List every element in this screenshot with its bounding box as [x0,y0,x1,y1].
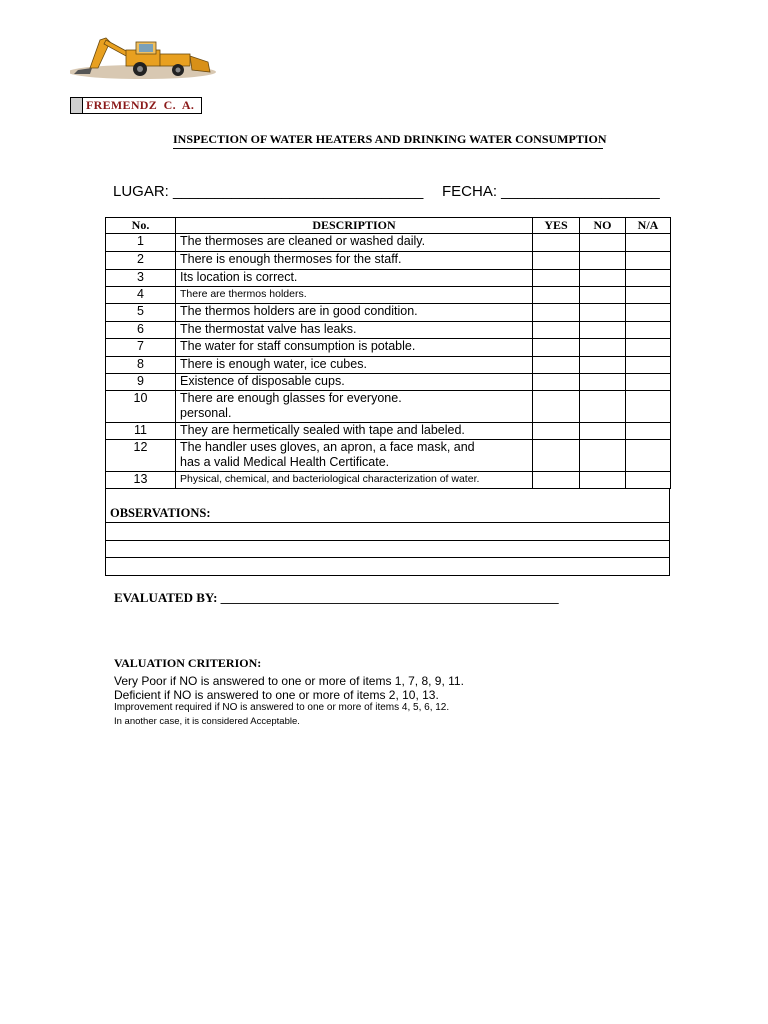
criteria-very-poor: Very Poor if NO is answered to one or more of items 1, 7, 8, 9, 11. [114,674,464,688]
header-description: DESCRIPTION [176,218,533,234]
criteria-acceptable: In another case, it is considered Acceptable. [114,716,300,727]
item-number: 1 [106,234,176,252]
na-cell[interactable] [626,357,671,374]
observation-line[interactable] [106,522,669,523]
item-number: 8 [106,357,176,374]
criteria-title: VALUATION CRITERION: [114,656,262,670]
no-cell[interactable] [580,472,626,489]
yes-cell[interactable] [533,374,580,391]
lugar-field[interactable]: LUGAR: ______________________________ [113,183,424,200]
no-cell[interactable] [580,357,626,374]
inspection-checklist-table [105,217,671,489]
item-number: 9 [106,374,176,391]
item-number: 7 [106,339,176,357]
na-cell[interactable] [626,270,671,287]
no-cell[interactable] [580,339,626,357]
table-row [106,252,671,270]
na-cell[interactable] [626,440,671,472]
observations-label: OBSERVATIONS: [110,506,211,520]
na-cell[interactable] [626,322,671,339]
na-cell[interactable] [626,252,671,270]
na-cell[interactable] [626,472,671,489]
item-number: 6 [106,322,176,339]
company-box-marker [71,98,83,113]
table-header-row [106,218,671,234]
item-number: 5 [106,304,176,322]
table-row [106,374,671,391]
yes-cell[interactable] [533,270,580,287]
table-row [106,391,671,423]
item-description: The water for staff consumption is potable. [176,339,533,357]
backhoe-icon [70,34,220,80]
no-cell[interactable] [580,423,626,440]
header-no: No. [106,218,176,234]
fecha-field[interactable]: FECHA: ___________________ [442,183,660,200]
observation-line[interactable] [106,540,669,541]
table-row [106,357,671,374]
table-row [106,440,671,472]
item-description [176,440,533,472]
item-description: They are hermetically sealed with tape and labeled. [176,423,533,440]
table-row [106,339,671,357]
na-cell[interactable] [626,374,671,391]
item-description-line2: has a valid Medical Health Certificate. [180,455,390,469]
evaluated-by-field[interactable]: EVALUATED BY: ____________________________________________________ [114,590,559,605]
table-row [106,287,671,304]
item-description-line1: There are enough glasses for everyone. [180,391,402,405]
item-number: 3 [106,270,176,287]
yes-cell[interactable] [533,322,580,339]
item-description-line2: personal. [180,406,232,420]
header-na: N/A [626,218,671,234]
na-cell[interactable] [626,287,671,304]
document-title: INSPECTION OF WATER HEATERS AND DRINKING WATER CONSUMPTION [173,132,603,149]
yes-cell[interactable] [533,234,580,252]
criteria-improvement: Improvement required if NO is answered to one or more of items 4, 5, 6, 12. [114,702,450,713]
header-no-answer: NO [580,218,626,234]
no-cell[interactable] [580,252,626,270]
table-row [106,423,671,440]
yes-cell[interactable] [533,357,580,374]
item-number: 2 [106,252,176,270]
yes-cell[interactable] [533,423,580,440]
no-cell[interactable] [580,304,626,322]
item-description: Its location is correct. [176,270,533,287]
yes-cell[interactable] [533,391,580,423]
table-row [106,322,671,339]
no-cell[interactable] [580,391,626,423]
header-yes: YES [533,218,580,234]
observation-line[interactable] [106,557,669,558]
table-row [106,472,671,489]
na-cell[interactable] [626,339,671,357]
item-description [176,391,533,423]
no-cell[interactable] [580,287,626,304]
table-row [106,304,671,322]
yes-cell[interactable] [533,339,580,357]
item-description-line1: The handler uses gloves, an apron, a face mask, and [180,440,475,454]
item-number: 13 [106,472,176,489]
item-description: There are thermos holders. [176,287,533,304]
company-name: FREMENDZ C. A. [86,98,195,112]
item-number: 10 [106,391,176,423]
no-cell[interactable] [580,234,626,252]
yes-cell[interactable] [533,440,580,472]
no-cell[interactable] [580,374,626,391]
yes-cell[interactable] [533,287,580,304]
no-cell[interactable] [580,322,626,339]
item-description: The thermoses are cleaned or washed daily. [176,234,533,252]
yes-cell[interactable] [533,304,580,322]
item-description: Physical, chemical, and bacteriological characterization of water. [176,472,533,489]
item-description: There is enough water, ice cubes. [176,357,533,374]
item-description: Existence of disposable cups. [176,374,533,391]
na-cell[interactable] [626,391,671,423]
item-number: 12 [106,440,176,472]
no-cell[interactable] [580,270,626,287]
na-cell[interactable] [626,304,671,322]
item-description: The thermos holders are in good condition. [176,304,533,322]
item-description: There is enough thermoses for the staff. [176,252,533,270]
company-name-box [70,97,202,114]
yes-cell[interactable] [533,252,580,270]
na-cell[interactable] [626,423,671,440]
observations-section [105,489,670,576]
item-number: 4 [106,287,176,304]
criteria-deficient: Deficient if NO is answered to one or more of items 2, 10, 13. [114,688,439,702]
item-description: The thermostat valve has leaks. [176,322,533,339]
yes-cell[interactable] [533,472,580,489]
table-row [106,234,671,252]
item-number: 11 [106,423,176,440]
no-cell[interactable] [580,440,626,472]
na-cell[interactable] [626,234,671,252]
table-row [106,270,671,287]
